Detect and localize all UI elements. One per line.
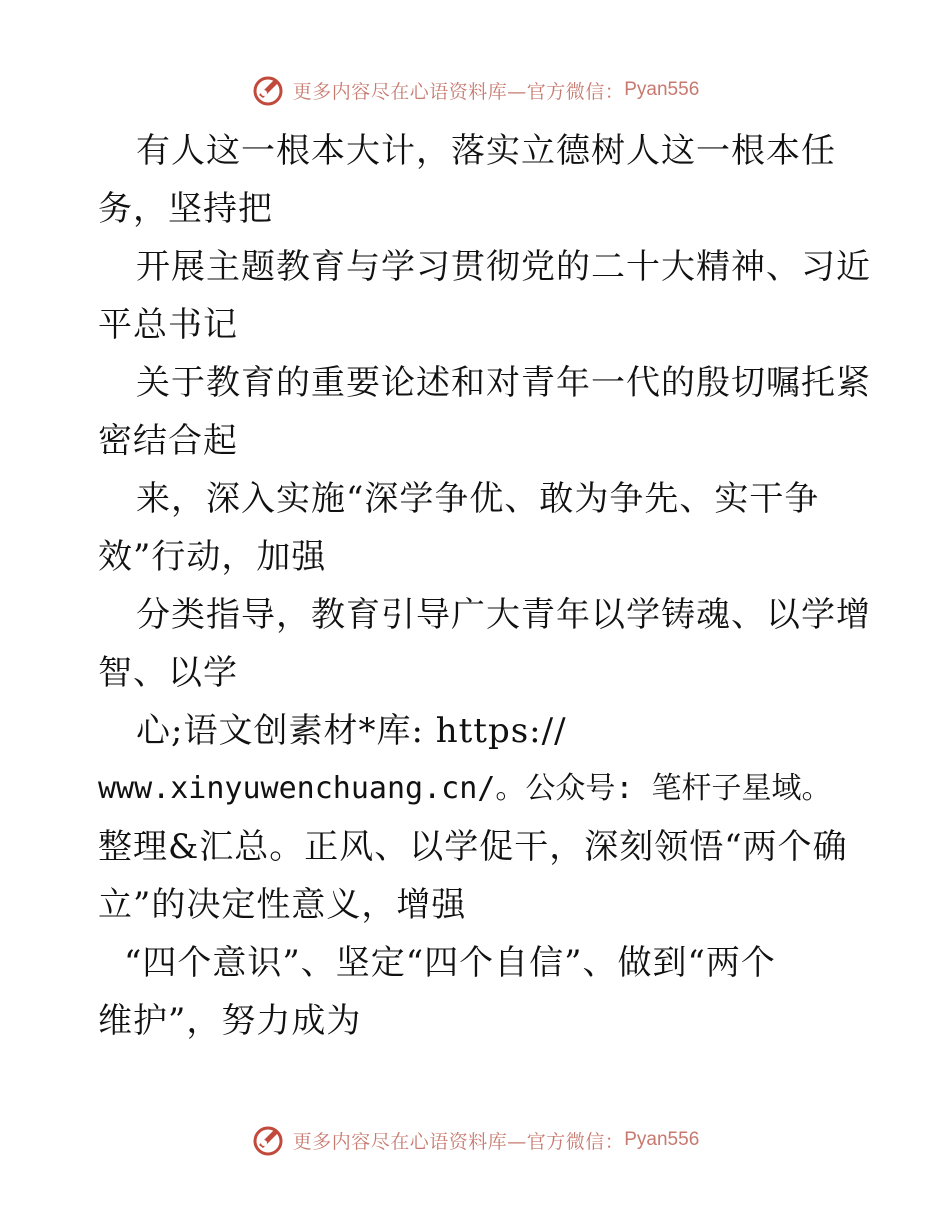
brush-logo-icon bbox=[251, 73, 285, 107]
header-watermark bbox=[0, 70, 950, 110]
text-line-url: www.xinyuwenchuang.cn/。公众号: 笔杆子星域。 bbox=[98, 771, 832, 806]
text-line: 效”行动，加强 bbox=[98, 537, 327, 577]
text-line: 开展主题教育与学习贯彻党的二十大精神、习近 bbox=[136, 247, 871, 287]
watermark-text: 更多内容尽在心语资料库—官方微信： bbox=[292, 80, 625, 103]
text-line: 立”的决定性意义，增强 bbox=[98, 885, 467, 925]
document-body bbox=[98, 122, 871, 1050]
brush-logo-icon bbox=[251, 1123, 285, 1157]
watermark-wechat-id: Pyan556 bbox=[624, 1129, 700, 1150]
text-line: 智、以学 bbox=[98, 653, 238, 693]
text-line: 密结合起 bbox=[98, 421, 238, 461]
text-line: 心;语文创素材*库: https:// bbox=[136, 711, 567, 751]
text-line: 平总书记 bbox=[98, 305, 238, 345]
text-line: 来，深入实施“深学争优、敢为争先、实干争 bbox=[136, 479, 820, 519]
watermark-wechat-id: Pyan556 bbox=[624, 79, 700, 100]
text-line: 分类指导，教育引导广大青年以学铸魂、以学增 bbox=[136, 595, 871, 635]
text-line: “四个意识”、坚定“四个自信”、做到“两个 bbox=[124, 943, 776, 983]
text-line: 有人这一根本大计，落实立德树人这一根本任 bbox=[136, 131, 836, 171]
text-line: 整理&汇总。正风、以学促干，深刻领悟“两个确 bbox=[98, 827, 848, 867]
footer-watermark bbox=[0, 1120, 950, 1160]
watermark-text: 更多内容尽在心语资料库—官方微信： bbox=[292, 1130, 625, 1153]
text-line: 维护”，努力成为 bbox=[98, 1001, 362, 1041]
text-line: 关于教育的重要论述和对青年一代的殷切嘱托紧 bbox=[136, 363, 871, 403]
text-line: 务，坚持把 bbox=[98, 189, 273, 229]
